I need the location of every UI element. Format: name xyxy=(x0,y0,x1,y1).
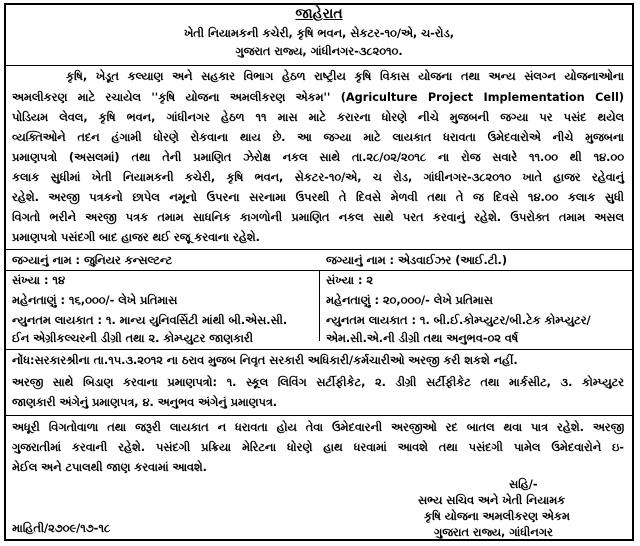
intro-line: રહેશે. અરજી પત્રકનો છાપેલ નમૂનો ઉપરના સરનામા ઉપરથી તે દિવસે મેળવી તથા તે જ દિવસે ૧૪.૦૦ કલાક સુધી xyxy=(12,191,624,204)
office-address-line2: ગુજરાત રાજ્ય, ગાંધીનગર-૩૮૨૦૧૦. xyxy=(235,45,403,58)
post-qualification-cont: એમ.સી.એ.ની ડીગ્રી તથા અનુભવ-૦૨ વર્ષ xyxy=(326,332,519,345)
post-qualification: ન્યુનતમ લાયકાત : ૧. માન્ય યુનિવર્સિટી માંથી બી.એસ.સી. xyxy=(12,314,288,327)
notice-title: જાહેરાત xyxy=(295,6,343,22)
signatory-state: ગુજરાત રાજ્ય, ગાંધીનગર xyxy=(434,526,553,539)
post-qualification-cont: ઈન એગ્રીકલ્ચરની ડીગ્રી તથા ૨. કોમ્પ્યુટર જાણકારી xyxy=(12,332,253,345)
office-address-line1: ખેતી નિયામકની કચેરી, કૃષિ ભવન, સેકટર-૧૦/એ, ચ-રોડ, xyxy=(184,27,454,40)
closing-line: ગુજરાતીમાં કરવાની રહેશે. પસંદગી પ્રક્રિયા મેરિટના ધોરણે હાથ ધરવામાં આવશે તથા પસંદગી પામેલ ઉમેદવારોને ઇ- xyxy=(12,441,624,454)
post-salary: મહેનતાણું : ૨૦,૦૦૦/- લેખે પ્રતિમાસ xyxy=(326,294,493,307)
intro-line: કૃષિ, ખેડૂત કલ્યાણ અને સહકાર વિભાગ હેઠળ રાષ્ટ્રીય કૃષિ વિકાસ યોજના તથા અન્ય સંલગ્ન યોજનાઓના xyxy=(66,70,624,83)
post-name: જગ્યાનું નામ : એડવાઈઝર (આઈ.ટી.) xyxy=(326,254,508,267)
intro-line: વ્યક્તિઓને તદન હંગામી ધોરણે રોકવાના થાય છે. આ જગ્યા માટે લાયકાત ધરાવતા ઉમેદવારોએ નીચે મુજબના xyxy=(12,131,624,144)
attachments-line: અરજી સાથે બિડાણ કરવાના પ્રમાણપત્રો: ૧. સ્કૂલ લિવિંગ સર્ટીફીકેટ, ૨. ડીગ્રી સર્ટીફીકેટ તથા માર્કસીટ, ૩. કોમ્પ્યુટર xyxy=(12,376,624,389)
note-line: નોંધ:સરકારશ્રીના તા.૧૫.૩.૨૦૧૨ ના ઠરાવ મુજબ નિવૃત સરકારી અધિકારી/કર્મચારીઓ અરજી કરી શકશે નહીં. xyxy=(12,354,518,367)
intro-line: કલાક સુધીમાં ખેતી નિયામકની કચેરી, કૃષિ ભવન, સેકટર-૧૦/એ, ચ રોડ, ગાંધીનગર-૩૮૨૦૧૦ ખાતે હાજર રહેવાનું xyxy=(12,171,624,184)
closing-line: મેઈલ અને ટપાલથી જાણ કરવામાં આવશે. xyxy=(12,461,207,474)
intro-line: અમલીકરણ માટે રચાયેલ ''કૃષિ યોજના અમલીકરણ એકમ'' (Agriculture Project Implementation Cell) xyxy=(12,91,624,104)
reference-number: માહિતી/૨૭૦૯/૧૭-૧૮ xyxy=(12,522,111,535)
posts-column-divider xyxy=(319,270,320,341)
signatory-unit: કૃષિ યોજના અમલીકરણ એકમ xyxy=(424,510,570,523)
intro-line: વિગતો ભરીને અરજી પત્રક તમામ સાધનિક કાગળોની પ્રમાણિત નકલ સાથે પરત કરવાનું રહેશે. ઉપરોક્ત તમામ અસલ xyxy=(12,211,624,224)
header-divider xyxy=(6,65,632,66)
signature-mark: સહિ/- xyxy=(509,478,538,491)
posts-bottom-divider xyxy=(6,349,632,350)
note-bottom-divider xyxy=(6,415,632,416)
post-qualification: ન્યુનતમ લાયકાત : ૧. બી.ઈ.કોમ્પ્યુટર/બી.ટેક કોમ્પ્યુટર/ xyxy=(326,314,591,327)
closing-line: અધૂરી વિગતોવાળા તથા જરૂરી લાયકાત ન ધરાવતા હોય તેવા ઉમેદવારની અરજીઓ રદ બાતલ થવા પાત્ર રહેશે. અરજી xyxy=(12,421,624,434)
attachments-line-cont: જાણકારી અંગેનું પ્રમાણપત્ર, ૪. અનુભવ અંગેનું પ્રમાણપત્ર. xyxy=(12,396,278,409)
intro-line: પ્રમાણપત્રો (અસલમાં) તથા તેની પ્રમાણિત ઝેરોક્ષ નકલ સાથે તા.૨૮/૦૨/૨૦૧૮ ના રોજ સવારે ૧૧.૦૦ થી ૧૪.૦૦ xyxy=(12,151,624,164)
post-name: જગ્યાનું નામ : જુનિયર કન્સલ્ટન્ટ xyxy=(12,254,173,267)
post-count: સંખ્યા : ૧૪ xyxy=(12,274,65,287)
post-count: સંખ્યા : ૨ xyxy=(326,274,374,287)
posts-top-divider xyxy=(6,249,632,250)
advertisement-notice xyxy=(4,3,634,541)
post-salary: મહેનતાણું : ૧૬,૦૦૦/- લેખે પ્રતિમાસ xyxy=(12,294,178,307)
signatory-designation: સભ્ય સચિવ અને ખેતી નિયામક xyxy=(418,494,566,507)
intro-line: પ્રમાણપત્રો પસંદગી બાદ હાજર થઈ રજૂ કરવાના રહેશે. xyxy=(12,231,260,244)
intro-line: પોડિયમ લેવલ, કૃષિ ભવન, ગાંધીનગર હેઠળ ૧૧ માસ માટે કરારના ધોરણે નીચે મુજબની જગ્યા પર પસંદ થયેલ xyxy=(12,111,624,124)
